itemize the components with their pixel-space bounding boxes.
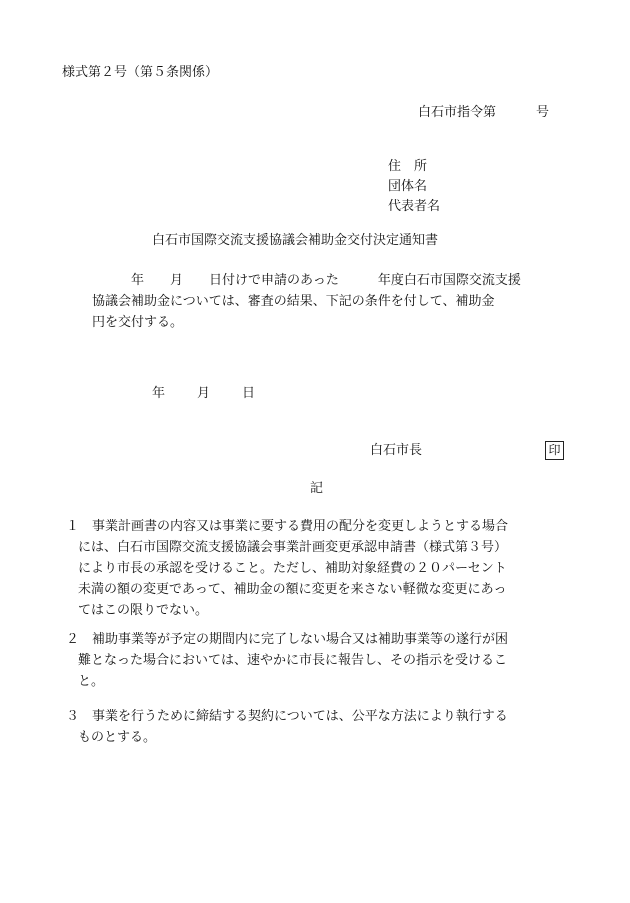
condition-item xyxy=(66,516,576,621)
document-number-prefix: 白石市指令第 xyxy=(418,105,497,120)
date-month: 月 xyxy=(197,386,211,401)
condition-text-line: 未満の額の変更であって、補助金の額に変更を来さない軽微な変更にあっ xyxy=(78,582,507,597)
document-title: 白石市国際交流支援協議会補助金交付決定通知書 xyxy=(152,233,439,248)
condition-text-line: 補助事業等が予定の期間内に完了しない場合又は補助事業等の遂行が困 xyxy=(92,632,509,647)
date-year: 年 xyxy=(152,386,166,401)
addressee-group-name: 団体名 xyxy=(388,179,428,194)
condition-text-line: 事業計画書の内容又は事業に要する費用の配分を変更しようとする場合 xyxy=(92,519,509,534)
condition-text-line: により市長の承認を受けること。ただし、補助対象経費の２０パーセント xyxy=(78,561,507,576)
addressee-representative: 代表者名 xyxy=(388,199,441,214)
body-line-1: 年 月 日付けで申請のあった 年度白石市国際交流支援 xyxy=(92,273,521,288)
addressee-address: 住 所 xyxy=(388,159,428,174)
condition-text-line: てはこの限りでない。 xyxy=(78,603,209,618)
condition-text-line: 事業を行うために締結する契約については、公平な方法により執行する xyxy=(92,709,508,724)
condition-text-line: には、白石市国際交流支援協議会事業計画変更承認申請書（様式第３号） xyxy=(78,540,508,555)
condition-number: １ xyxy=(66,519,80,534)
body-line-3: 円を交付する。 xyxy=(92,315,184,330)
condition-number: ２ xyxy=(66,632,80,647)
condition-item xyxy=(66,629,576,692)
document-number-suffix: 号 xyxy=(536,105,550,120)
condition-text-line: ものとする。 xyxy=(78,730,157,745)
ki-label: 記 xyxy=(310,481,324,496)
condition-number: ３ xyxy=(66,709,80,724)
date-day: 日 xyxy=(242,386,256,401)
form-number: 様式第２号（第５条関係） xyxy=(62,65,219,80)
issue-date xyxy=(152,385,255,403)
condition-text-line: 難となった場合においては、速やかに市長に報告し、その指示を受けるこ xyxy=(78,653,508,668)
document-number xyxy=(418,104,549,122)
body-text xyxy=(92,270,572,333)
seal-mark: 印 xyxy=(545,441,564,460)
issuer-name: 白石市長 xyxy=(370,443,423,458)
condition-text-line: と。 xyxy=(78,674,105,689)
body-line-2: 協議会補助金については、審査の結果、下記の条件を付して、補助金 xyxy=(92,294,495,309)
condition-item xyxy=(66,706,576,748)
